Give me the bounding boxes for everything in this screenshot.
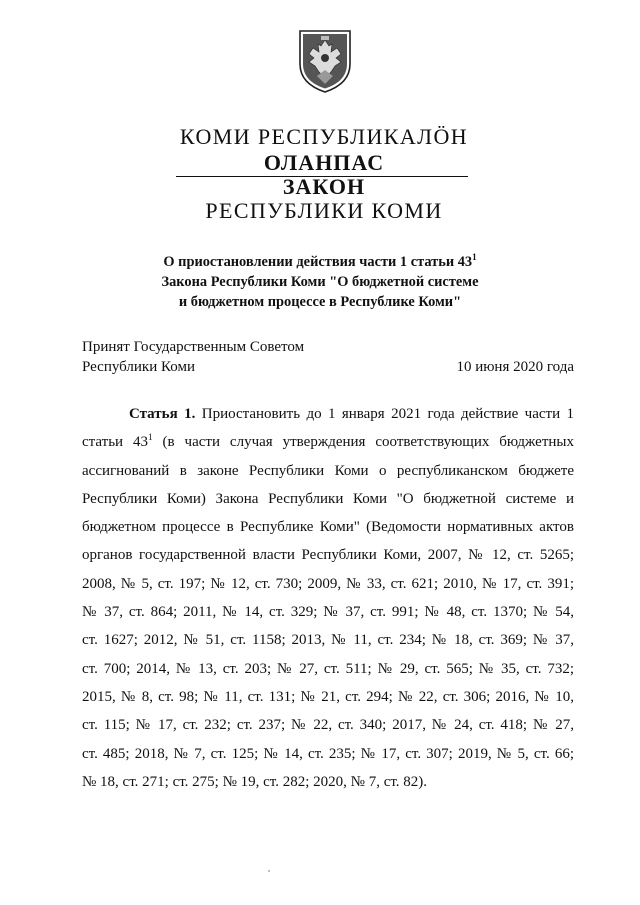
adoption-line-1: Принят Государственным Советом bbox=[82, 339, 305, 355]
article-line: 2015, № 8, ст. 98; № 11, ст. 131; № 21, ст. 294; № 22, ст. 306; 2016, № 10, bbox=[82, 688, 574, 705]
article-line: статьи $43^1$ (в части случая утверждения соответствующих бюджетных bbox=[82, 432, 574, 451]
article-line: ст. 485; 2018, № 7, ст. 125; № 14, ст. 235; № 17, ст. 307; 2019, № 5, ст. 66; bbox=[82, 745, 574, 762]
adoption-line-2 bbox=[82, 357, 574, 377]
article-line: ст. 1627; 2012, № 51, ст. 1158; 2013, № 11, ст. 234; № 18, ст. 369; № 37, bbox=[82, 632, 574, 649]
article-line: ст. 700; 2014, № 13, ст. 203; № 27, ст. 511; № 29, ст. 565; № 35, ст. 732; bbox=[82, 660, 574, 677]
article-1 bbox=[82, 400, 574, 796]
article-label: Статья 1. bbox=[129, 406, 196, 422]
header-zakon: ЗАКОН bbox=[282, 174, 366, 199]
adoption-block bbox=[82, 337, 574, 377]
article-line: 2008, № 5, ст. 197; № 12, ст. 730; 2009, № 33, ст. 621; 2010, № 17, ст. 391; bbox=[82, 575, 574, 592]
article-line: ст. 115; № 17, ст. 232; ст. 237; № 22, ст. 340; 2017, № 24, ст. 418; № 27, bbox=[82, 717, 574, 734]
law-title-line-1: О приостановлении действия части 1 статьи $43^1$ bbox=[163, 252, 477, 270]
article-line: Статья 1. Приостановить до 1 января 2021 года действие части 1 bbox=[129, 406, 575, 422]
komi-coat-of-arms-icon bbox=[297, 28, 353, 94]
article-line: № 37, ст. 864; 2011, № 14, ст. 329; № 37, ст. 991; № 48, ст. 1370; № 54, bbox=[82, 604, 574, 621]
article-line: Республики Коми) Закона Республики Коми "О бюджетной системе и bbox=[82, 490, 574, 507]
header-olanpas: ОЛАНПАС bbox=[263, 150, 385, 175]
header-republic: РЕСПУБЛИКИ КОМИ bbox=[205, 198, 443, 223]
law-title bbox=[0, 252, 640, 312]
article-line: бюджетном процессе в Республике Коми" (Ведомости нормативных актов bbox=[82, 519, 574, 536]
adoption-date: 10 июня 2020 года bbox=[456, 359, 574, 375]
article-line: органов государственной власти Республики Коми, 2007, № 12, ст. 5265; bbox=[82, 547, 574, 564]
page-speck bbox=[268, 870, 270, 872]
article-line: № 18, ст. 271; ст. 275; № 19, ст. 282; 2020, № 7, ст. 82). bbox=[82, 773, 428, 790]
header-komi-line: КОМИ РЕСПУБЛИКАЛӦН bbox=[179, 124, 469, 149]
adoption-body: Республики Коми bbox=[82, 359, 195, 375]
law-title-line-3: и бюджетном процессе в Республике Коми" bbox=[178, 294, 462, 310]
law-title-line-2: Закона Республики Коми "О бюджетной системе bbox=[161, 274, 479, 290]
article-line: ассигнований в законе Республики Коми о республиканском бюджете bbox=[82, 462, 574, 479]
